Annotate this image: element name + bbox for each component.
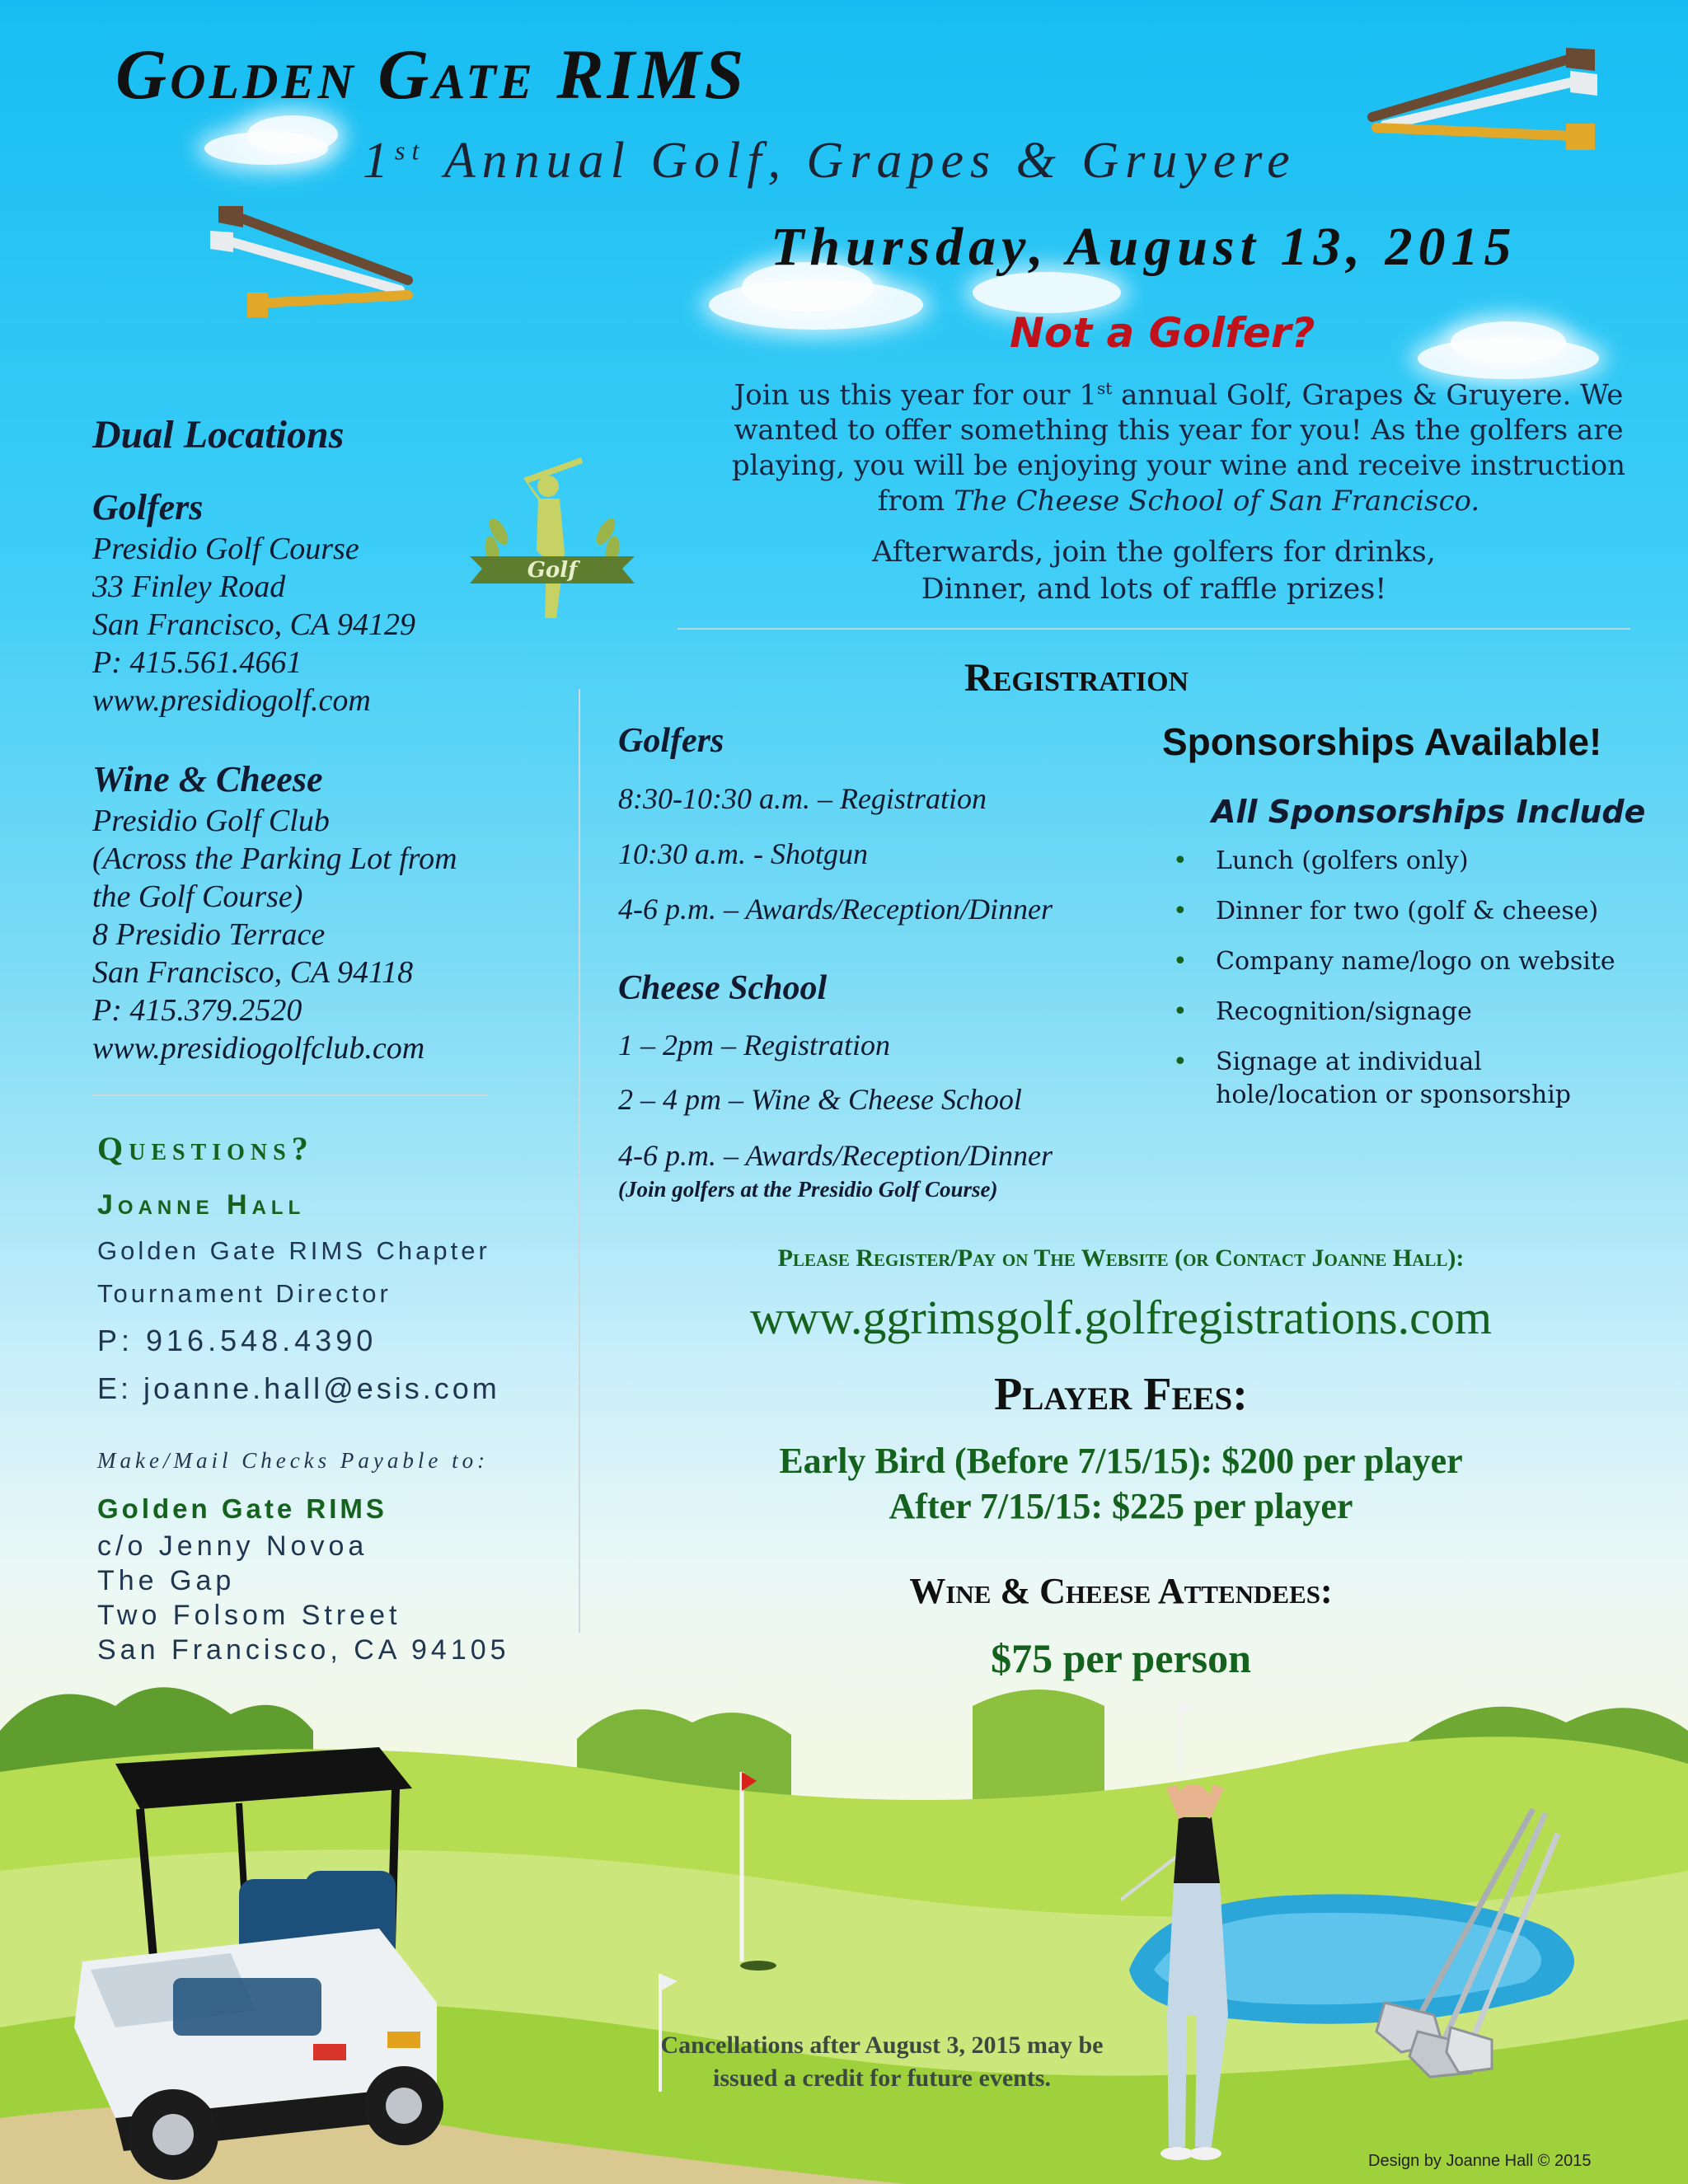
sponsorships-heading: Sponsorships Available!	[1162, 720, 1602, 763]
locations-heading: Dual Locations	[92, 413, 345, 457]
flag-icon	[1170, 1698, 1195, 1772]
location-line: the Golf Course)	[92, 879, 303, 914]
location-line: (Across the Parking Lot from	[92, 841, 457, 876]
golf-cart-icon	[66, 1731, 478, 2184]
wine-website-link[interactable]: www.presidiogolfclub.com	[92, 1031, 425, 1066]
intro-paragraph: Join us this year for our 1st annual Golf, Grapes & Gruyere. We wanted to offer something this year for you! As the golfers are playing, you will be enjoying your wine and receive instruction from The Cheese School of San Francisco.	[731, 378, 1626, 518]
mailing-address	[97, 1529, 510, 1667]
golfer-icon	[1088, 1768, 1286, 2180]
golf-tee-icon	[1360, 41, 1607, 157]
sponsorship-benefit: • Company name/logo on website	[1166, 945, 1644, 978]
event-organization-title: Golden Gate RIMS	[115, 35, 748, 114]
sponsorships-subheading: All Sponsorships Include	[1212, 794, 1646, 830]
address-line: San Francisco, CA 94105	[97, 1634, 510, 1666]
cheese-schedule-heading: Cheese School	[618, 969, 828, 1007]
contact-role: Tournament Director	[97, 1279, 392, 1308]
cheese-schedule-note: (Join golfers at the Presidio Golf Course)	[618, 1177, 998, 1202]
checks-payable-label: Make/Mail Checks Payable to:	[97, 1448, 490, 1473]
contact-role: Golden Gate RIMS Chapter	[97, 1236, 490, 1265]
golf-logo-icon	[457, 453, 647, 635]
schedule-item: 2 – 4 pm – Wine & Cheese School	[618, 1083, 1022, 1116]
cloud	[247, 115, 338, 153]
divider	[92, 1094, 488, 1096]
questions-heading: Questions?	[97, 1130, 314, 1167]
event-date: Thursday, August 13, 2015	[771, 217, 1517, 277]
divider	[678, 628, 1630, 630]
golf-clubs-icon	[1368, 1805, 1566, 2085]
location-line: P: 415.561.4661	[92, 645, 302, 680]
schedule-item: 8:30-10:30 a.m. – Registration	[618, 782, 987, 815]
player-fees-heading: Player Fees:	[994, 1369, 1248, 1420]
location-line: P: 415.379.2520	[92, 993, 302, 1028]
schedule-item: 4-6 p.m. – Awards/Reception/Dinner	[618, 893, 1053, 926]
golfers-schedule-heading: Golfers	[618, 722, 724, 760]
sponsorship-benefit: • Recognition/signage	[1166, 996, 1644, 1029]
registration-website-link[interactable]: www.ggrimsgolf.golfregistrations.com	[750, 1291, 1492, 1344]
sponsorship-benefits-list	[1166, 845, 1644, 1129]
location-line: San Francisco, CA 94118	[92, 955, 414, 990]
wine-location-block	[92, 802, 457, 1067]
contact-email-link[interactable]: E: joanne.hall@esis.com	[97, 1371, 500, 1405]
schedule-item: 4-6 p.m. – Awards/Reception/Dinner	[618, 1139, 1053, 1172]
design-credit: Design by Joanne Hall © 2015	[1368, 2152, 1592, 2170]
location-line: 8 Presidio Terrace	[92, 917, 326, 952]
payee-name: Golden Gate RIMS	[97, 1493, 387, 1524]
late-fee: After 7/15/15: $225 per player	[889, 1486, 1353, 1526]
golfers-location-heading: Golfers	[92, 487, 204, 527]
register-instructions: Please Register/Pay on The Website (or Contact Joanne Hall):	[777, 1244, 1465, 1272]
location-line: San Francisco, CA 94129	[92, 607, 415, 642]
golf-logo-text: Golf	[527, 558, 578, 583]
registration-heading: Registration	[964, 656, 1189, 700]
wine-cheese-fees-heading: Wine & Cheese Attendees:	[909, 1571, 1333, 1611]
contact-phone: P: 916.548.4390	[97, 1324, 377, 1357]
address-line: The Gap	[97, 1565, 236, 1596]
location-line: Presidio Golf Club	[92, 804, 330, 838]
schedule-item: 1 – 2pm – Registration	[618, 1029, 890, 1062]
wine-cheese-price: $75 per person	[991, 1635, 1251, 1681]
address-line: c/o Jenny Novoa	[97, 1530, 368, 1562]
cancellation-policy: Cancellations after August 3, 2015 may be issued a credit for future events.	[660, 2032, 1104, 2092]
wine-location-heading: Wine & Cheese	[92, 759, 323, 799]
golf-tee-icon	[202, 198, 416, 330]
golfers-website-link[interactable]: www.presidiogolf.com	[92, 683, 371, 718]
early-bird-fee: Early Bird (Before 7/15/15): $200 per player	[779, 1441, 1463, 1481]
sponsorship-benefit: • Dinner for two (golf & cheese)	[1166, 895, 1644, 928]
sponsorship-benefit: • Signage at individual hole/location or sponsorship	[1166, 1046, 1644, 1112]
afterwards-paragraph: Afterwards, join the golfers for drinks, Dinner, and lots of raffle prizes!	[872, 536, 1436, 606]
event-subtitle: 1st Annual Golf, Grapes & Gruyere	[363, 133, 1296, 189]
golfers-location-block	[92, 530, 415, 719]
schedule-item: 10:30 a.m. - Shotgun	[618, 837, 868, 870]
sponsorship-benefit: • Lunch (golfers only)	[1166, 845, 1644, 878]
address-line: Two Folsom Street	[97, 1600, 401, 1631]
location-line: Presidio Golf Course	[92, 532, 359, 566]
contact-name: Joanne Hall	[97, 1189, 306, 1221]
column-divider	[579, 689, 580, 1633]
flag-icon	[725, 1768, 758, 1966]
cloud	[1451, 321, 1566, 363]
not-a-golfer-heading: Not a Golfer?	[1010, 309, 1315, 357]
location-line: 33 Finley Road	[92, 569, 286, 604]
